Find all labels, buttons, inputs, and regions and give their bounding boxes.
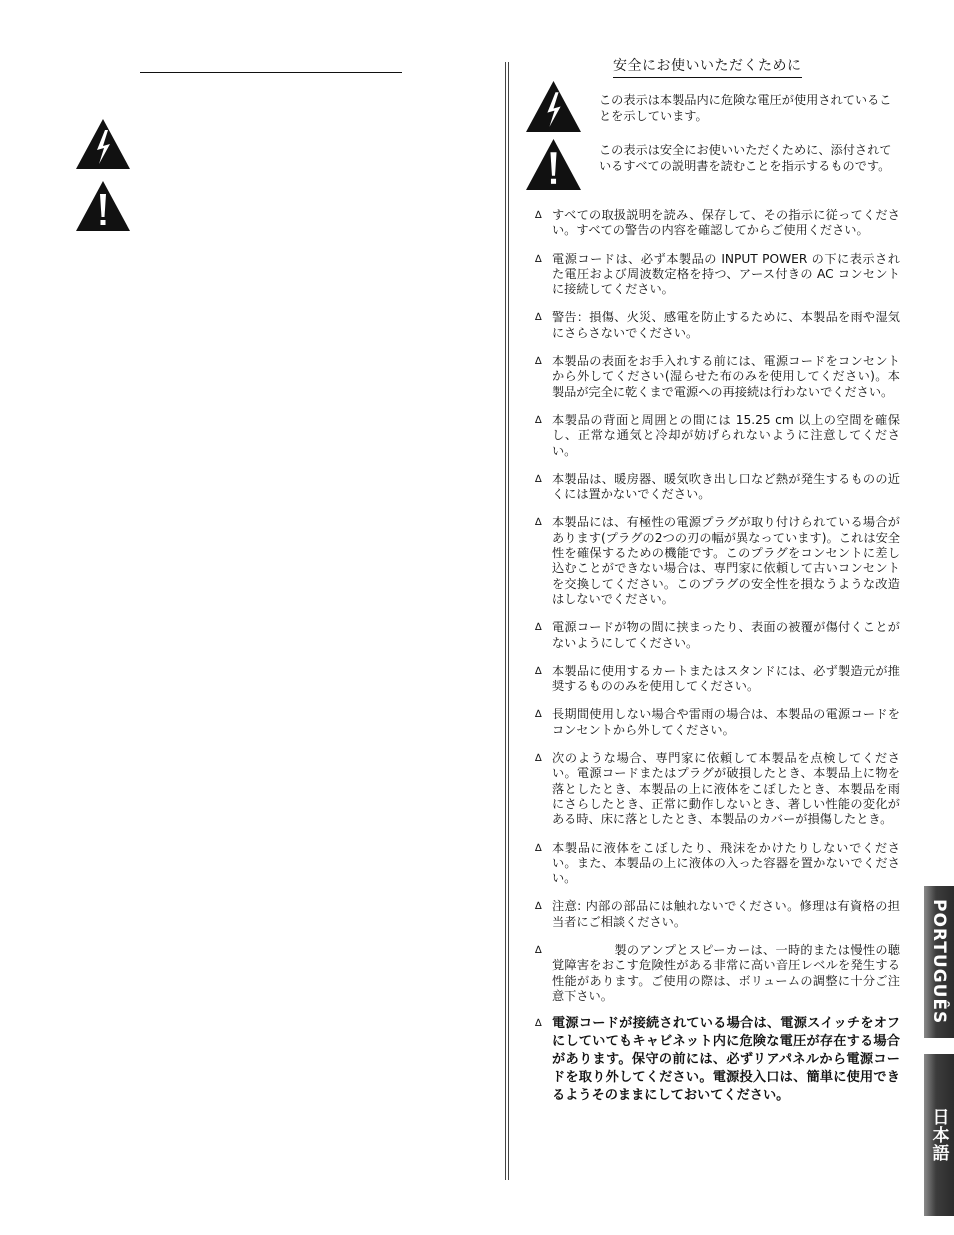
list-item: ∆ 長期間使用しない場合や雷雨の場合は、本製品の電源コードをコンセントから外してください。: [535, 707, 900, 737]
bullet-glyph: ∆: [535, 944, 542, 956]
bullet-glyph: ∆: [535, 1018, 542, 1030]
bullet-glyph: ∆: [535, 312, 542, 324]
bullet-glyph: ∆: [535, 665, 542, 677]
lightning-triangle-icon: [525, 80, 582, 133]
safety-instructions-list: [535, 208, 900, 1105]
tab-portuguese[interactable]: [924, 886, 954, 1038]
bullet-glyph: ∆: [535, 517, 542, 529]
bullet-glyph: ∆: [535, 356, 542, 368]
list-item: ∆ 本製品は、暖房器、暖気吹き出し口など熱が発生するものの近くには置かないでください。: [535, 471, 900, 502]
bullet-glyph: ∆: [535, 622, 542, 634]
bullet-glyph: ∆: [535, 414, 542, 426]
list-item: ∆ 本製品の背面と周囲との間には 15.25 cm 以上の空間を確保し、正常な通気と冷却が妨げられないように注意してください。: [535, 412, 900, 458]
list-item: ∆ 電源コードが物の間に挟まったり、表面の被覆が傷付くことがないようにしてください。: [535, 620, 900, 650]
bullet-glyph: ∆: [535, 709, 542, 721]
list-item: ∆ 本製品に液体をこぼしたり、飛沫をかけたりしないでください。また、本製品の上に液体の入った容器を置かないでください。: [535, 840, 900, 886]
list-item: ∆ 注意: 内部の部品には触れないでください。修理は有資格の担当者にご相談ください。: [535, 899, 900, 929]
bullet-glyph: ∆: [535, 842, 542, 854]
tab-portuguese-label: PORTUGUÊS: [929, 899, 949, 1025]
bullet-glyph: ∆: [535, 473, 542, 485]
exclamation-triangle-icon: [75, 180, 131, 232]
list-item: ∆ 本製品に使用するカートまたはスタンドには、必ず製造元が推奨するもののみを使用してください。: [535, 663, 900, 694]
list-item-power-warning: ∆ 電源コードが接続されている場合は、電源スイッチをオフにしていてもキャビネット内に危険な電圧が存在する場合があります。保守の前には、必ずリアパネルから電源コードを取り外してください。電源投入口は、簡単に使用できるようそのままにしておいてください。: [535, 1016, 900, 1104]
tab-japanese-label: 日本語: [928, 1108, 949, 1162]
exclamation-triangle-icon: [525, 138, 582, 191]
section-title: 安全にお使いいただくために: [613, 55, 802, 78]
list-item: ∆ 次のような場合、専門家に依頼して本製品を点検してください。電源コードまたはプラグが破損したとき、本製品上に物を落としたとき、本製品の上に液体をこぼしたとき、本製品を雨にさらしたとき、正常に動作しないとき、著しい性能の変化がある時、床に落としたとき、本製品のカバーが損傷したとき。: [535, 751, 900, 827]
lightning-triangle-icon: [75, 118, 131, 170]
list-item: ∆ 電源コードは、必ず本製品の INPUT POWER の下に表示された電圧および周波数定格を持つ、アース付きの AC コンセントに接続してください。: [535, 251, 900, 297]
list-item: ∆ 本製品の表面をお手入れする前には、電源コードをコンセントから外してください(湿らせた布のみを使用してください)。本製品が完全に乾くまで電源への再接続は行わないでください。: [535, 354, 900, 399]
symbol-text-voltage: この表示は本製品内に危険な電圧が使用されていることを示しています。: [599, 93, 892, 123]
left-column-title-rule: [140, 72, 402, 73]
bullet-glyph: ∆: [535, 210, 542, 221]
list-item: ∆ 本製品には、有極性の電源プラグが取り付けられている場合があります(プラグの2つの刃の幅が異なっています)。これは安全性を確保するための機能です。このプラグをコンセントに差し込むことができない場合は、専門家に依頼して古いコンセントを交換してください。このプラグの安全性を損なうような改造はしないでください。: [535, 515, 900, 606]
bullet-glyph: ∆: [535, 901, 542, 913]
column-divider: [505, 62, 509, 1180]
list-item: ∆ すべての取扱説明を読み、保存して、その指示に従ってください。すべての警告の内容を確認してからご使用ください。: [535, 208, 900, 238]
symbol-text-instructions: この表示は安全にお使いいただくために、添付されているすべての説明書を読むことを指示するものです。: [599, 143, 892, 173]
list-item: ∆ 警告：損傷、火災、感電を防止するために、本製品を雨や湿気にさらさないでください。: [535, 310, 900, 340]
bullet-glyph: ∆: [535, 753, 542, 765]
bullet-glyph: ∆: [535, 253, 542, 265]
tab-japanese[interactable]: [924, 1054, 954, 1216]
list-item: ∆ 製のアンプとスピーカーは、一時的または慢性の聴覚障害をおこす危険性がある非常に高い音圧レベルを発生する性能があります。ご使用の際は、ボリュームの調整に十分ご注意下さい。: [535, 942, 900, 1003]
